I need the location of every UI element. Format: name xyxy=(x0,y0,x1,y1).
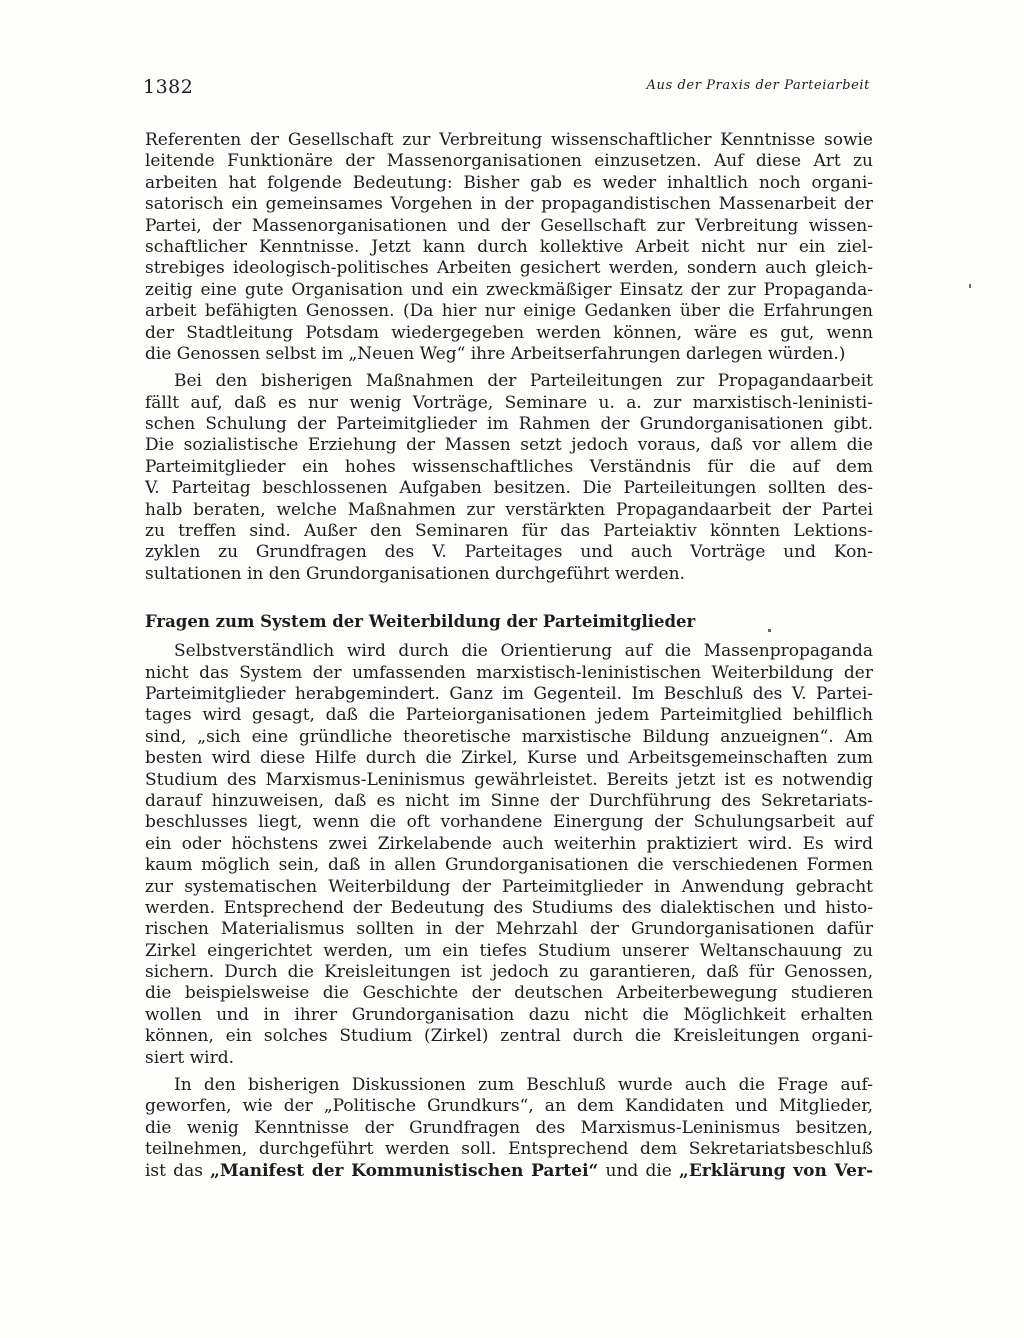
text-line: rischen Materialismus sollten in der Mehrzahl der Grundorganisationen dafür xyxy=(145,919,873,940)
text-line: beschlusses liegt, wenn die oft vorhandene Einergung der Schulungsarbeit auf xyxy=(145,812,873,833)
text-line: siert wird. xyxy=(145,1047,234,1068)
text-line: der Stadtleitung Potsdam wiedergegeben werden können, wäre es gut, wenn xyxy=(145,322,873,343)
title-erklaerung: „Erklärung von Ver- xyxy=(679,1160,873,1181)
text-line: teilnehmen, durchgeführt werden soll. Entsprechend dem Sekretariatsbeschluß xyxy=(145,1139,873,1160)
text-line: werden. Entsprechend der Bedeutung des Studiums des dialektischen und histo- xyxy=(145,897,873,918)
text-line: wollen und in ihrer Grundorganisation dazu nicht die Möglichkeit erhalten xyxy=(145,1004,873,1025)
text-line: Selbstverständlich wird durch die Orientierung auf die Massenpropaganda xyxy=(174,641,873,662)
text-line: Bei den bisherigen Maßnahmen der Parteileitungen zur Propagandaarbeit xyxy=(174,371,873,392)
text-line: leitende Funktionäre der Massenorganisationen einzusetzen. Auf diese Art zu xyxy=(145,151,873,172)
page-number: 1382 xyxy=(143,76,194,98)
text-line: arbeiten hat folgende Bedeutung: Bisher gab es weder inhaltlich noch organi- xyxy=(145,172,873,193)
text-line: zur systematischen Weiterbildung der Parteimitglieder in Anwendung gebracht xyxy=(145,876,873,897)
line-prefix: ist das xyxy=(145,1160,211,1181)
text-line: geworfen, wie der „Politische Grundkurs“, an dem Kandidaten und Mitglieder, xyxy=(145,1096,873,1117)
text-line: besten wird diese Hilfe durch die Zirkel, Kurse und Arbeitsgemeinschaften zum xyxy=(145,748,873,769)
text-line: satorisch ein gemeinsames Vorgehen in der propagandistischen Massenarbeit der xyxy=(145,194,873,215)
margin-speck xyxy=(768,629,771,632)
text-line: schen Schulung der Parteimitglieder im Rahmen der Grundorganisationen gibt. xyxy=(145,414,873,435)
text-line: zyklen zu Grundfragen des V. Parteitages und auch Vorträge und Kon- xyxy=(145,542,873,563)
text-line: Parteimitglieder ein hohes wissenschaftliches Verständnis für die auf dem xyxy=(145,456,873,477)
text-line: Partei, der Massenorganisationen und der Gesellschaft zur Verbreitung wissen- xyxy=(145,215,873,236)
text-line: Zirkel eingerichtet werden, um ein tiefes Studium unserer Weltanschauung zu xyxy=(145,940,873,961)
text-line: sichern. Durch die Kreisleitungen ist jedoch zu garantieren, daß für Genossen, xyxy=(145,962,873,983)
text-line: schaftlicher Kenntnisse. Jetzt kann durch kollektive Arbeit nicht nur ein ziel- xyxy=(145,236,873,257)
text-line: Referenten der Gesellschaft zur Verbreitung wissenschaftlicher Kenntnisse sowie xyxy=(145,130,873,150)
margin-speck xyxy=(969,284,971,288)
paragraph-4 xyxy=(145,1075,873,1182)
text-line: strebiges ideologisch-politisches Arbeiten gesichert werden, sondern auch gleich- xyxy=(145,258,873,279)
text-line: zeitig eine gute Organisation und ein zweckmäßiger Einsatz der zur Propaganda- xyxy=(145,279,873,300)
text-line: die Genossen selbst im „Neuen Weg“ ihre Arbeitserfahrungen darlegen würden.) xyxy=(145,343,846,364)
body-text xyxy=(145,130,873,1182)
line-middle: und die xyxy=(598,1160,680,1181)
running-head: Aus der Praxis der Parteiarbeit xyxy=(646,78,870,93)
section-gap xyxy=(145,585,873,611)
section-heading: Fragen zum System der Weiterbildung der Parteimitglieder xyxy=(145,612,696,632)
title-manifest: „Manifest der Kommunistischen Partei“ xyxy=(210,1160,599,1181)
text-line: die beispielsweise die Geschichte der deutschen Arbeiterbewegung studieren xyxy=(145,983,873,1004)
text-line: zu treffen sind. Außer den Seminaren für das Parteiaktiv könnten Lektions- xyxy=(145,521,873,542)
text-line: halb beraten, welche Maßnahmen zur verstärkten Propagandaarbeit der Partei xyxy=(145,499,873,520)
text-line: arbeit befähigten Genossen. (Da hier nur einige Gedanken über die Erfahrungen xyxy=(145,301,873,322)
text-line: nicht das System der umfassenden marxistisch-leninistischen Weiterbildung der xyxy=(145,662,873,683)
text-line: können, ein solches Studium (Zirkel) zentral durch die Kreisleitungen organi- xyxy=(145,1026,873,1047)
text-line: In den bisherigen Diskussionen zum Beschluß wurde auch die Frage auf- xyxy=(174,1075,873,1096)
text-line: darauf hinzuweisen, daß es nicht im Sinne der Durchführung des Sekretariats- xyxy=(145,790,873,811)
text-line: tages wird gesagt, daß die Parteiorganisationen jedem Parteimitglied behilflich xyxy=(145,705,873,726)
text-line: ein oder höchstens zwei Zirkelabende auch weiterhin praktiziert wird. Es wird xyxy=(145,833,873,854)
page-header xyxy=(143,76,870,102)
paragraph-1 xyxy=(145,130,873,365)
text-line: V. Parteitag beschlossenen Aufgaben besitzen. Die Parteileitungen sollten des- xyxy=(145,478,873,499)
text-line: die wenig Kenntnisse der Grundfragen des Marxismus-Leninismus besitzen, xyxy=(145,1117,873,1138)
paragraph-2 xyxy=(145,371,873,585)
text-line-with-titles xyxy=(145,1161,873,1182)
text-line: fällt auf, daß es nur wenig Vorträge, Seminare u. a. zur marxistisch-leninisti- xyxy=(145,392,873,413)
paragraph-3 xyxy=(145,641,873,1069)
text-line: Die sozialistische Erziehung der Massen setzt jedoch voraus, daß vor allem die xyxy=(145,435,873,456)
text-line: Studium des Marxismus-Leninismus gewährleistet. Bereits jetzt ist es notwendig xyxy=(145,769,873,790)
text-line: Parteimitglieder herabgemindert. Ganz im Gegenteil. Im Beschluß des V. Partei- xyxy=(145,683,873,704)
text-line: sind, „sich eine gründliche theoretische marxistische Bildung anzueignen“. Am xyxy=(145,726,873,747)
text-line: kaum möglich sein, daß in allen Grundorganisationen die verschiedenen Formen xyxy=(145,855,873,876)
text-line: sultationen in den Grundorganisationen durchgeführt werden. xyxy=(145,563,685,584)
